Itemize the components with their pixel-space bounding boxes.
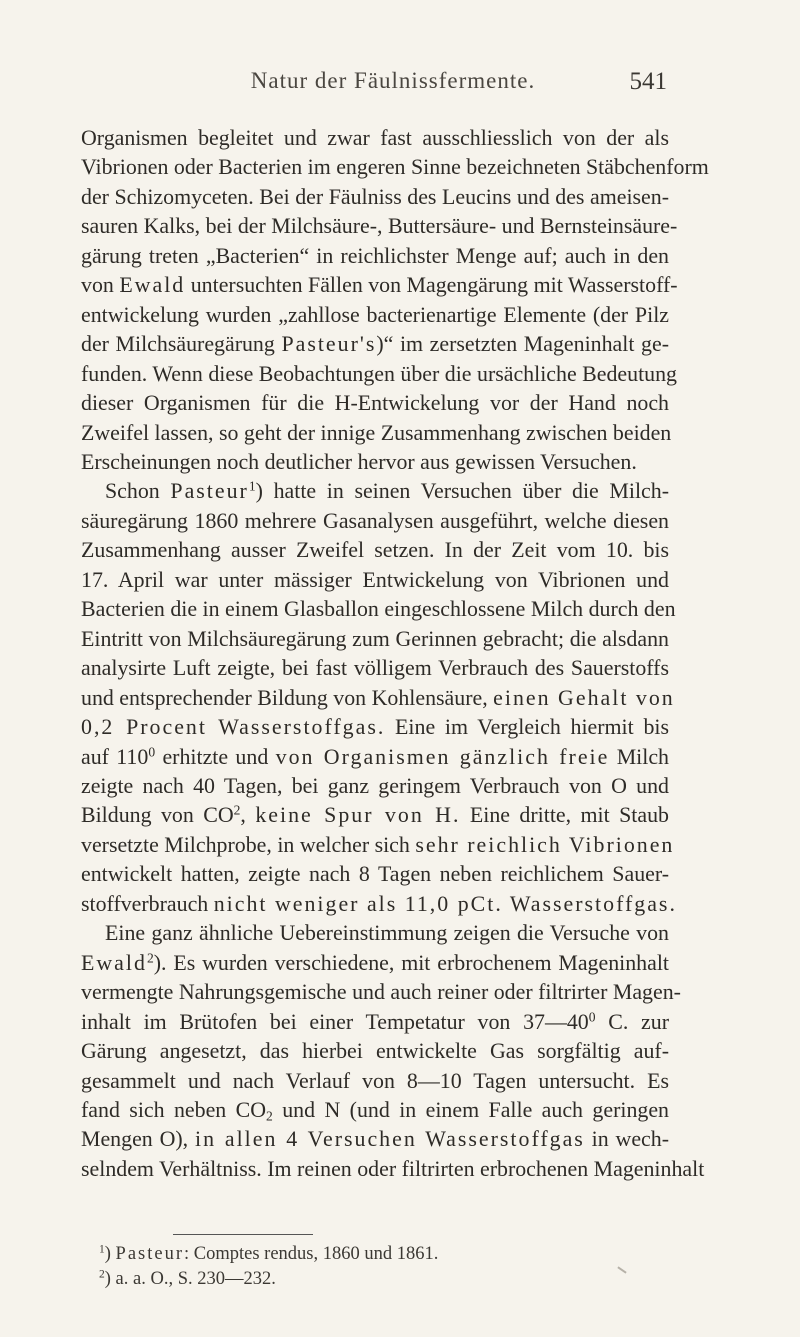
footnote-marker: 1: [99, 1243, 105, 1256]
footnote-ref: 2: [146, 950, 154, 966]
text-line: gesammelt und nach Verlauf von 8—10 Tagen untersucht. Es: [81, 1067, 669, 1093]
running-title: Natur der Fäulnissfermente.: [250, 68, 536, 93]
text-line: selndem Verhältniss. Im reinen oder filtrirten erbrochenen Mageninhalt: [81, 1155, 705, 1181]
text-line: säuregärung 1860 mehrere Gasanalysen ausgeführt, welche diesen: [81, 507, 669, 533]
footnote-ref: 1: [248, 478, 256, 494]
footnotes: [99, 1242, 659, 1292]
text-line: gärung treten „Bacterien“ in reichlichster Menge auf; auch in den: [81, 242, 669, 268]
author-name: Pasteur: [170, 478, 249, 504]
text-line: versetzte Milchprobe, in welcher sich sehr reichlich Vibrionen: [81, 831, 675, 857]
superscript: 2: [233, 802, 241, 818]
body-text: [81, 123, 709, 1183]
author-name: Ewald: [81, 949, 147, 975]
author-name: Pasteur's: [281, 331, 377, 357]
text-line: von Ewald untersuchten Fällen von Magengärung mit Wasserstoff-: [81, 272, 678, 298]
author-name: Pasteur: [115, 1244, 184, 1264]
text-line: Ewald$^2$). Es wurden verschiedene, mit erbrochenem Mageninhalt: [81, 949, 669, 975]
text-line: sauren Kalks, bei der Milchsäure-, Buttersäure- und Bernsteinsäure-: [81, 213, 678, 239]
text-line: funden. Wenn diese Beobachtungen über die ursächliche Bedeutung: [81, 360, 677, 386]
footnote-2: $^2$) a. a. O., S. 230—232.: [99, 1268, 276, 1289]
text-line: Gärung angesetzt, das hierbei entwickelte Gas sorgfältig auf-: [81, 1038, 669, 1064]
emphasis: 0,2 Procent Wasserstoffgas.: [81, 714, 386, 740]
text-line: Mengen O), in allen 4 Versuchen Wasserstoffgas in wech-: [81, 1126, 669, 1152]
text-line: Organismen begleitet und zwar fast ausschliesslich von der als: [81, 125, 669, 150]
emphasis: nicht weniger als 11,0 pCt. Wasserstoffgas.: [213, 890, 677, 916]
footnote-rule: [173, 1234, 313, 1235]
text-line: dieser Organismen für die H-Entwickelung vor der Hand noch: [81, 390, 669, 416]
subscript: 2: [266, 1108, 273, 1124]
footnote-1: $^1$) Pasteur: Comptes rendus, 1860 und 1861.: [99, 1243, 439, 1264]
text-line: Bacterien die in einem Glasballon eingeschlossene Milch durch den: [81, 596, 676, 622]
emphasis: von Organismen gänzlich freie: [275, 743, 610, 769]
text-line: Zusammenhang ausser Zweifel setzen. In der Zeit vom 10. bis: [81, 537, 669, 563]
text-line: entwickelt hatten, zeigte nach 8 Tagen neben reichlichem Sauer-: [81, 861, 669, 887]
text-line: 17. April war unter mässiger Entwickelung von Vibrionen und: [81, 566, 669, 592]
text-line: analysirte Luft zeigte, bei fast völligem Verbrauch des Sauerstoffs: [81, 655, 669, 681]
text-line: Eintritt von Milchsäuregärung zum Gerinnen gebracht; die alsdann: [81, 625, 669, 651]
page-number: 541: [629, 68, 667, 95]
emphasis: sehr reichlich Vibrionen: [415, 831, 675, 857]
text-line: Erscheinungen noch deutlicher hervor aus gewissen Versuchen.: [81, 448, 637, 474]
text-line: der Milchsäuregärung Pasteur's)“ im zersetzten Mageninhalt ge-: [81, 331, 669, 357]
text-line: Zweifel lassen, so geht der innige Zusammenhang zwischen beiden: [81, 419, 672, 445]
text-line: vermengte Nahrungsgemische und auch reiner oder filtrirter Magen-: [81, 979, 681, 1005]
text-line: Vibrionen oder Bacterien im engeren Sinne bezeichneten Stäbchenform: [81, 154, 709, 180]
emphasis: keine Spur von H.: [255, 802, 461, 828]
text-line: Eine ganz ähnliche Uebereinstimmung zeigen die Versuche von: [105, 920, 669, 946]
author-name: Ewald: [119, 272, 186, 298]
text-line: auf $110^0$ erhitzte und von Organismen gänzlich freie Milch: [81, 743, 669, 769]
text-line: inhalt im Brütofen bei einer Tempetatur von $37—40^0$ C. zur: [81, 1008, 669, 1034]
text-line: stoffverbrauch nicht weniger als 11,0 pCt. Wasserstoffgas.: [81, 890, 677, 916]
degree-sign: 0: [148, 744, 156, 760]
text-line: Bildung von $CO^2$, keine Spur von H. Eine dritte, mit Staub: [81, 802, 669, 828]
text-line: 0,2 Procent Wasserstoffgas. Eine im Vergleich hiermit bis: [81, 714, 669, 740]
text-line: und entsprechender Bildung von Kohlensäure, einen Gehalt von: [81, 684, 675, 710]
emphasis: einen Gehalt von: [493, 684, 675, 710]
degree-sign: 0: [588, 1009, 596, 1025]
text-line: Schon Pasteur$^1$) hatte in seinen Versuchen über die Milch-: [105, 478, 669, 504]
text-line: fand sich neben $CO_2$ und N (und in einem Falle auch geringen: [81, 1096, 669, 1124]
text-line: zeigte nach 40 Tagen, bei ganz geringem Verbrauch von O und: [81, 772, 669, 798]
page-header: [119, 68, 667, 100]
text-line: der Schizomyceten. Bei der Fäulniss des Leucins und des ameisen-: [81, 183, 669, 209]
text-line: entwickelung wurden „zahllose bacterienartige Elemente (der Pilz: [81, 301, 669, 327]
emphasis: in allen 4 Versuchen Wasserstoffgas: [194, 1126, 585, 1152]
footnote-marker: 2: [99, 1268, 105, 1281]
